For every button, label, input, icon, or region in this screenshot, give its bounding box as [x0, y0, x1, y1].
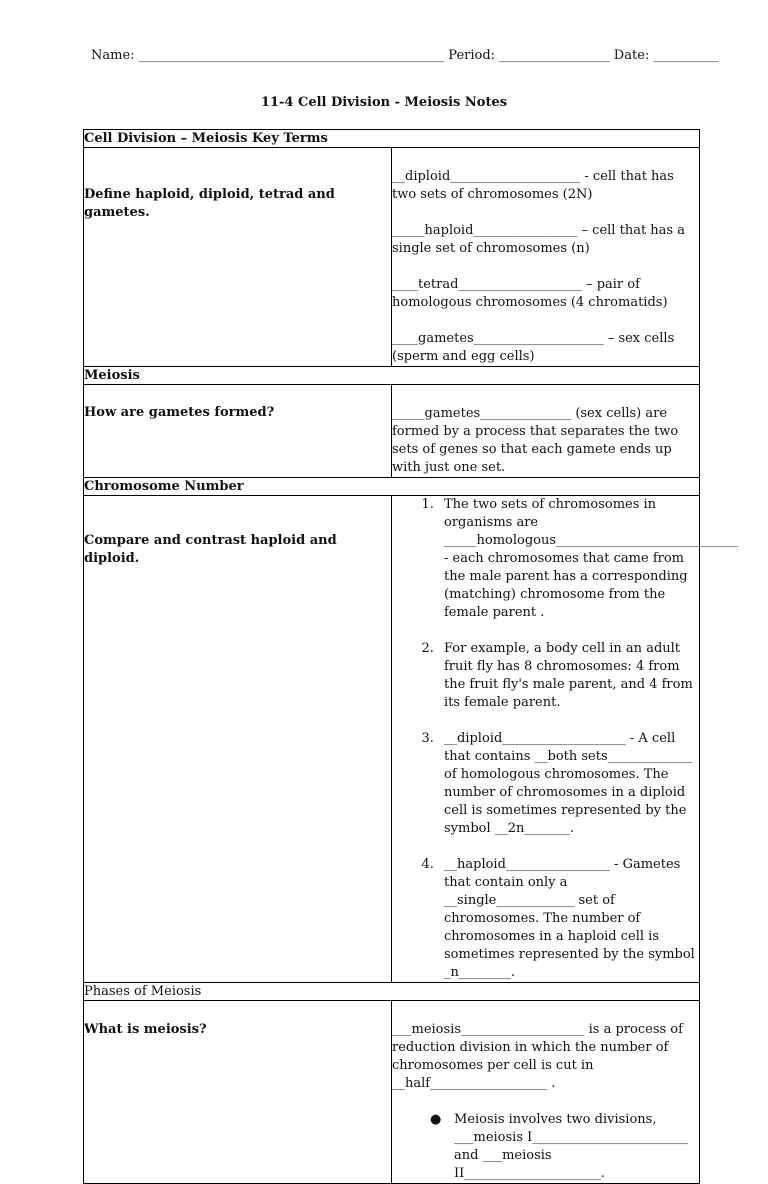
prompt-key-terms — [84, 148, 392, 367]
list-item: 1. The two sets of chromosomes in organisms are _____homologous____________________________ - each chromosomes that came from the male parent has a corresponding (matching) chromosome from the female parent . — [438, 496, 699, 622]
prompt-chromosome-number-text: Compare and contrast haploid and diploid. — [84, 533, 337, 566]
key-term-gametes: ____gametes____________________ – sex cells (sperm and egg cells) — [392, 331, 675, 364]
prompt-meiosis-text: How are gametes formed? — [84, 405, 275, 420]
section-heading-chromosome-number: Chromosome Number — [84, 478, 700, 496]
key-term-haploid: _____haploid________________ – cell that has a single set of chromosomes (n) — [392, 223, 685, 256]
bullet-text: Meiosis involves two divisions, ___meiosis I________________________ and ___meiosis II_____________________. — [454, 1112, 689, 1181]
meiosis-text: _____gametes______________ (sex cells) are formed by a process that separates the two sets of genes so that each gamete ends up with just one set. — [392, 406, 679, 475]
chromosome-number-list — [392, 496, 739, 982]
list-item — [430, 1111, 699, 1183]
list-item: 3. __diploid___________________ - A cell that contains __both sets_____________ of homologous chromosomes. The number of chromosomes in a diploid cell is sometimes represented by the symbol __2n_______. — [438, 730, 699, 838]
answers-phases — [392, 1001, 700, 1184]
prompt-chromosome-number — [84, 496, 392, 983]
prompt-meiosis — [84, 385, 392, 478]
answers-chromosome-number — [392, 496, 739, 983]
phases-bullet-list — [392, 1111, 699, 1183]
prompt-phases-text: What is meiosis? — [84, 1022, 207, 1037]
bullet-icon: ● — [430, 1112, 442, 1127]
section-heading-key-terms: Cell Division – Meiosis Key Terms — [84, 130, 700, 148]
list-item: 2. For example, a body cell in an adult fruit fly has 8 chromosomes: 4 from the fruit fly's male parent, and 4 from its female parent. — [438, 640, 699, 712]
key-term-diploid: __diploid____________________ - cell that has two sets of chromosomes (2N) — [392, 169, 674, 202]
prompt-phases — [84, 1001, 392, 1184]
list-item: 4. __haploid________________ - Gametes that contain only a __single____________ set of chromosomes. The number of chromosomes in a haploid cell is sometimes represented by the symbol _n________. — [438, 856, 699, 982]
page-title: 11-4 Cell Division - Meiosis Notes — [260, 95, 508, 110]
notes-table — [83, 129, 739, 1184]
key-term-tetrad: ____tetrad___________________ – pair of homologous chromosomes (4 chromatids) — [392, 277, 668, 310]
answers-key-terms — [392, 148, 700, 367]
section-heading-meiosis: Meiosis — [84, 367, 700, 385]
answer-meiosis — [392, 385, 700, 478]
header-fields-line: Name: _______________________________________________ Period: _________________ Date: __________ — [91, 48, 719, 63]
section-heading-phases: Phases of Meiosis — [84, 983, 700, 1001]
meiosis-definition: ___meiosis___________________ is a process of reduction division in which the number of chromosomes per cell is cut in __half__________________ . — [392, 1022, 683, 1091]
prompt-key-terms-text: Define haploid, diploid, tetrad and gametes. — [84, 187, 335, 220]
